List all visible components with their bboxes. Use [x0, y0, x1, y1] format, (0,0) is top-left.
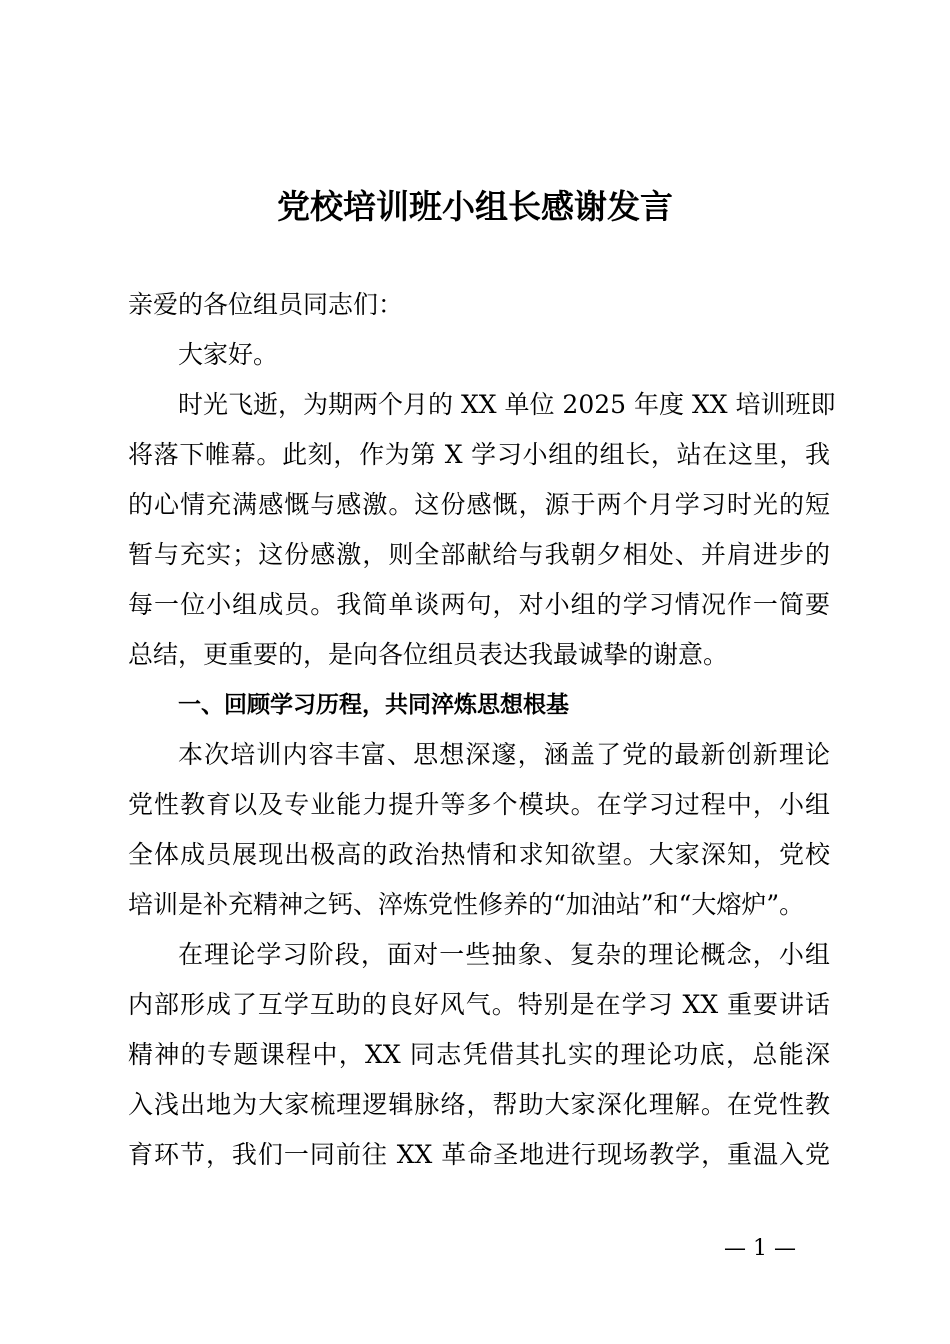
paragraph-line: 总结，更重要的，是向各位组员表达我最诚挚的谢意。: [128, 640, 729, 669]
paragraph-line: 培训是补充精神之钙、淬炼党性修养的“加油站”和“大熔炉”。: [128, 890, 805, 919]
paragraph-1: [128, 380, 836, 680]
paragraph-line: 全体成员展现出极高的政治热情和求知欲望。大家深知，党校: [128, 840, 830, 869]
paragraph-2: [128, 730, 830, 930]
paragraph-line: 暂与充实；这份感激，则全部献给与我朝夕相处、并肩进步的: [128, 540, 830, 569]
paragraph-3: [128, 930, 830, 1180]
paragraph-line: 精神的专题课程中，XX 同志凭借其扎实的理论功底，总能深: [128, 1040, 830, 1069]
paragraph-line: 内部形成了互学互助的良好风气。特别是在学习 XX 重要讲话: [128, 990, 830, 1019]
paragraph-line: 时光飞逝，为期两个月的 XX 单位 2025 年度 XX 培训班即: [178, 390, 836, 419]
paragraph-line: 育环节，我们一同前往 XX 革命圣地进行现场教学，重温入党: [128, 1140, 830, 1169]
paragraph-line: 入浅出地为大家梳理逻辑脉络，帮助大家深化理解。在党性教: [128, 1090, 830, 1119]
document-title: 党校培训班小组长感谢发言: [277, 187, 673, 226]
paragraph-line: 每一位小组成员。我简单谈两句，对小组的学习情况作一简要: [128, 590, 830, 619]
paragraph-line: 将落下帷幕。此刻，作为第 X 学习小组的组长，站在这里，我: [128, 440, 830, 469]
page-number: — 1 —: [724, 1236, 796, 1261]
paragraph-line: 的心情充满感慨与感激。这份感慨，源于两个月学习时光的短: [128, 490, 830, 519]
paragraph-line: 本次培训内容丰富、思想深邃，涵盖了党的最新创新理论: [178, 740, 830, 769]
paragraph-line: 党性教育以及专业能力提升等多个模块。在学习过程中，小组: [128, 790, 830, 819]
paragraph-line: 在理论学习阶段，面对一些抽象、复杂的理论概念，小组: [178, 940, 830, 969]
greeting: 大家好。: [178, 340, 279, 369]
salutation: 亲爱的各位组员同志们：: [128, 290, 404, 319]
document-body: [128, 280, 836, 1180]
section-heading: 一、回顾学习历程，共同淬炼思想根基: [178, 692, 569, 718]
